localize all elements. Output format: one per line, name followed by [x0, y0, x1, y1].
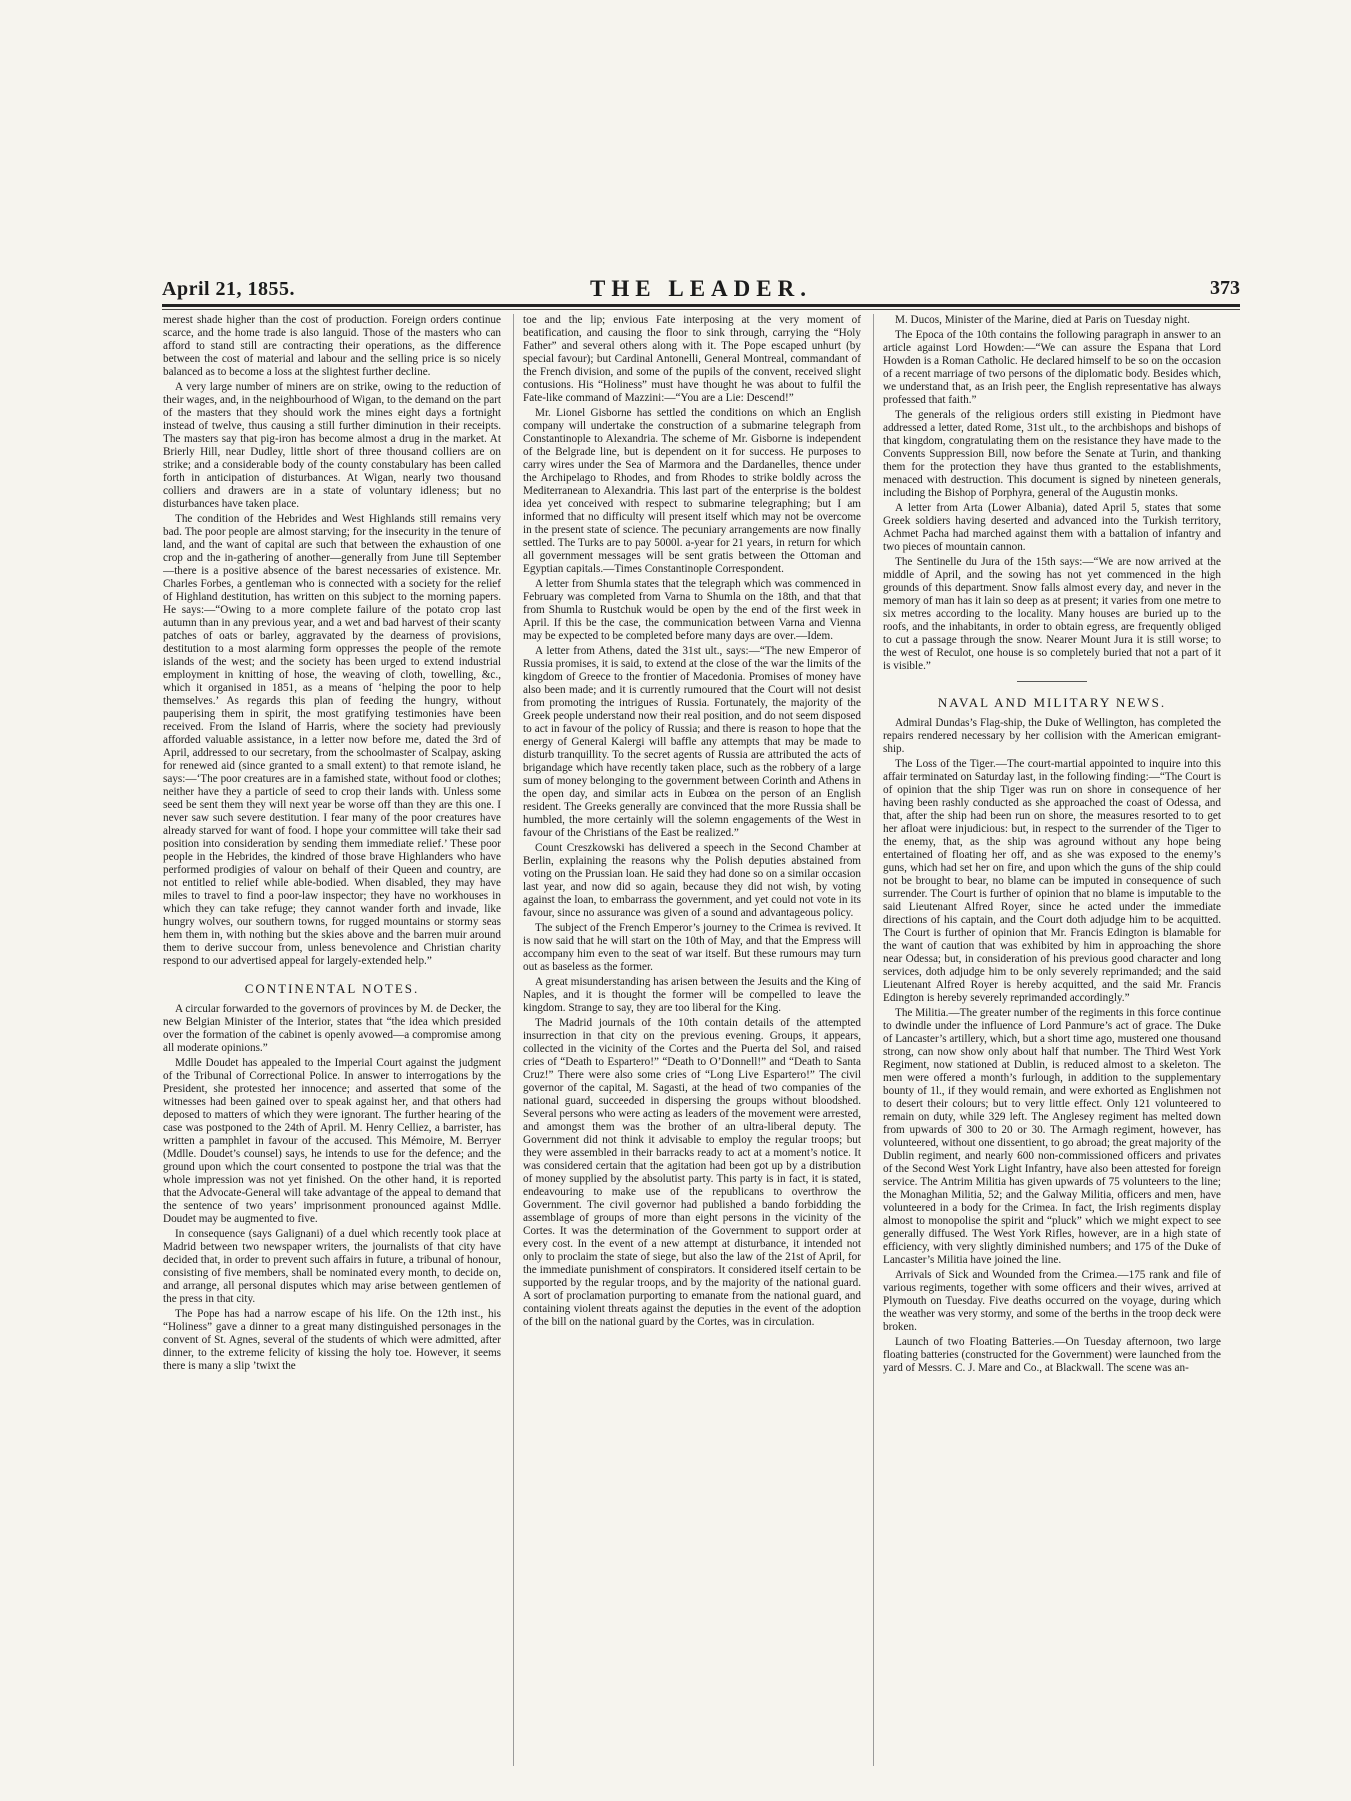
column-divider	[513, 314, 514, 1766]
article-paragraph: Arrivals of Sick and Wounded from the Crimea.—175 rank and file of various regiments, together with some officers and their wives, arrived at Plymouth on Tuesday. Five deaths occurred on the voyage, during which the weather was very stormy, and some of the berths in the troop deck were broken.	[883, 1269, 1221, 1333]
article-paragraph: In consequence (says Galignani) of a duel which recently took place at Madrid between two newspaper writers, the journalists of that city have decided that, in order to prevent such affairs in future, a tribunal of honour, consisting of five members, shall be nominated every month, to decide on, and arrange, all personal disputes which may arise between gentlemen of the press in that city.	[163, 1228, 501, 1305]
article-paragraph: Count Creszkowski has delivered a speech in the Second Chamber at Berlin, explaining the reasons why the Polish deputies abstained from voting on the Prussian loan. He said they had done so on a similar occasion last year, and now did so again, because they did not wish, by voting against the loan, to embarrass the government, and yet could not vote in its favour, since no assurance was given of a sound and advantageous policy.	[523, 842, 861, 919]
article-paragraph: The Pope has had a narrow escape of his life. On the 12th inst., his “Holiness” gave a dinner to a great many distinguished personages in the convent of St. Agnes, several of the students of which were admitted, after dinner, to the extreme felicity of kissing the holy toe. However, it seems there is many a slip ’twixt the	[163, 1308, 501, 1372]
article-paragraph: The Madrid journals of the 10th contain details of the attempted insurrection in that city on the previous evening. Groups, it appears, collected in the vicinity of the Cortes and the Puerta del Sol, and raised cries of “Death to Espartero!” “Death to O’Donnell!” and “Death to Santa Cruz!” There were also some cries of “Long Live Espartero!” The civil governor of the capital, M. Sagasti, at the head of two companies of the national guard, succeeded in dispersing the groups without bloodshed. Several persons who were acting as leaders of the movement were arrested, and amongst them was the brother of an ultra-liberal deputy. The Government did not think it advisable to employ the regular troops; but they were assembled in their barracks ready to act at a moment’s notice. It was considered certain that the agitation had been got up by a distribution of money supplied by the absolutist party. This party is in fact, it is stated, endeavouring to make use of the republicans to overthrow the Government. The civil governor had published a bando forbidding the assemblage of groups of more than eight persons in the vicinity of the Cortes. It was the determination of the Government to support order at every cost. In the event of a new attempt at disturbance, it intended not only to proclaim the state of siege, but also the law of the 21st of April, for the immediate punishment of conspirators. It considered itself certain to be supported by the regular troops, and by the majority of the national guard. A sort of proclamation purporting to emanate from the national guard, and containing violent threats against the deputies in the event of the adoption of the bill on the national guard by the Cortes, was in circulation.	[523, 1017, 861, 1328]
article-paragraph: Mr. Lionel Gisborne has settled the conditions on which an English company will undertake the construction of a submarine telegraph from Constantinople to Alexandria. The scheme of Mr. Gisborne is independent of the Belgrade line, but is dependent on it for success. He purposes to carry wires under the Sea of Marmora and the Dardanelles, thence under the Archipelago to Rhodes, and from Rhodes to strike boldly across the Mediterranean to Alexandria. This last part of the enterprise is the boldest idea yet conceived with respect to submarine telegraphing; but I am informed that no difficulty will present itself which may not be overcome in the present state of science. The pecuniary arrangements are now finally settled. The Turks are to pay 5000l. a-year for 21 years, in return for which all government messages will be sent gratis between the Ottoman and Egyptian capitals.—Times Constantinople Correspondent.	[523, 407, 861, 575]
article-paragraph: The subject of the French Emperor’s journey to the Crimea is revived. It is now said that he will start on the 10th of May, and that the Empress will accompany him even to the seat of war itself. But these rumours may turn out as baseless as the former.	[523, 922, 861, 973]
article-paragraph: Admiral Dundas’s Flag-ship, the Duke of Wellington, has completed the repairs rendered necessary by her collision with the American emigrant-ship.	[883, 717, 1221, 755]
article-paragraph: merest shade higher than the cost of production. Foreign orders continue scarce, and the home trade is also languid. Those of the masters who can afford to stand still are contracting their operations, as the difference between the cost of material and labour and the selling price is so nicely balanced as to become a loss at the slightest further decline.	[163, 314, 501, 378]
article-paragraph: M. Ducos, Minister of the Marine, died at Paris on Tuesday night.	[895, 314, 1190, 326]
article-paragraph: The Epoca of the 10th contains the following paragraph in answer to an article against Lord Howden:—“We can assure the Espana that Lord Howden is a Roman Catholic. He declared himself to be so on the occasion of a recent marriage of two persons of the diplomatic body. Besides which, we understand that, as an Irish peer, the English representative has always professed that faith.”	[883, 329, 1221, 406]
newspaper-title: THE LEADER.	[590, 276, 812, 301]
article-paragraph: The Loss of the Tiger.—The court-martial appointed to inquire into this affair terminated on Saturday last, in the following finding:—“The Court is of opinion that the ship Tiger was run on shore in consequence of her having been rashly conducted as she approached the coast of Odessa, and that, after the ship had been run on shore, the measures resorted to to get her afloat were injudicious: but, in respect to the surrender of the Tiger to the enemy, that, as the ship was aground without any hope being entertained of floating her off, and as she was exposed to the enemy’s guns, which had set her on fire, and upon which the guns of the ship could not be brought to bear, no blame can be imputed in consequence of such surrender. The Court is further of opinion that no blame is imputable to the said Lieutenant Alfred Royer, since he acted under the immediate directions of his captain, and the Court doth adjudge him to be acquitted. The Court is further of opinion that Mr. Francis Edington is blamable for the want of caution that was exhibited by him in approaching the shore near Odessa; but, in consideration of his previous good character and long services, doth adjudge him to be only severely reprimanded; and the said Lieutenant Alfred Royer is hereby acquitted, and the said Mr. Francis Edington is hereby severely reprimanded accordingly.”	[883, 758, 1221, 1004]
article-paragraph: A great misunderstanding has arisen between the Jesuits and the King of Naples, and it is thought the former will be compelled to leave the kingdom. Strange to say, they are too liberal for the King.	[523, 976, 861, 1014]
section-heading: CONTINENTAL NOTES.	[244, 981, 420, 996]
masthead-rule-thin	[162, 309, 1240, 310]
article-paragraph: The condition of the Hebrides and West Highlands still remains very bad. The poor people are almost starving; for the insecurity in the tenure of land, and the want of capital are such that between the exhaustion of one crop and the in-gathering of another—generally from June till September—there is a positive absence of the barest necessaries of existence. Mr. Charles Forbes, a gentleman who is connected with a society for the relief of Highland destitution, has written on this subject to the morning papers. He says:—“Owing to a more complete failure of the potato crop last autumn than in any previous year, and a wet and bad harvest of their scanty patches of oats or barley, aggravated by the dearness of provisions, destitution to a most alarming form oppresses the people of the remote islands of the west; and the society has been urged to extend industrial employment in knitting of hose, the weaving of cloth, towelling, &c., which it organised in 1851, as a means of ‘helping the poor to help themselves.’ As regards this plan of feeding the hungry, without pauperising them in spirit, the most gratifying testimonies have been received. From the Island of Harris, where the society had previously afforded valuable assistance, in a letter now before me, dated the 3rd of April, addressed to our secretary, from the schoolmaster of Scalpay, asking for renewed aid (since granted to a small extent) to that remote island, he says:—‘The poor creatures are in a famished state, without food or clothes; neither have they a particle of seed to crop their lands with. Unless some seed be sent them they will next year be worse off than they are this one. I never saw such severe destitution. I fear many of the poor creatures have already starved for want of food. I hope your committee will take their sad position into consideration by sending them immediate relief.’ These poor people in the Hebrides, the kindred of those brave Highlanders who have performed prodigies of valour on behalf of their Queen and country, are not entitled to relief while able-bodied. When disabled, they may have miles to travel to find a poor-law inspector; they have no workhouses in which they can take refuge; they cannot wander forth and invade, like hungry wolves, our southern towns, for rugged mountains or stormy seas hem them in, with nothing but the skies above and the barren muir around them to derive succour from, unless benevolence and Christian charity respond to our advertised appeal for largely-extended help.”	[163, 513, 501, 967]
issue-date: April 21, 1855.	[162, 278, 296, 300]
column-2	[523, 314, 861, 1766]
article-paragraph: toe and the lip; envious Fate interposing at the very moment of beatification, and causing the floor to sink through, carrying the “Holy Father” and several others along with it. The Pope escaped unhurt (by special favour); but Cardinal Antonelli, General Montreal, commandant of the French division, and some of the pupils of the convent, received slight contusions. His “Holiness” must have thought he was about to fulfil the Fate-like command of Mazzini:—“You are a Lie: Descend!”	[523, 314, 861, 404]
article-paragraph: Mdlle Doudet has appealed to the Imperial Court against the judgment of the Tribunal of Correctional Police. In answer to interrogations by the President, she protested her innocence; and asserted that some of the witnesses had been gained over to speak against her, and that others had deposed to matters of which they were ignorant. The further hearing of the case was postponed to the 24th of April. M. Henry Celliez, a barrister, has written a pamphlet in favour of the accused. This Mémoire, M. Berryer (Mdlle. Doudet’s counsel) says, he intends to use for the defence; and the ground upon which the court consented to postpone the trial was that the whole impression was not yet finished. On the other hand, it is reported that the Advocate-General will take advantage of the appeal to demand that the sentence of two years’ imprisonment pronounced against Mdlle. Doudet may be augmented to five.	[163, 1057, 501, 1225]
section-rule	[1017, 681, 1087, 682]
article-paragraph: The Militia.—The greater number of the regiments in this force continue to dwindle under the influence of Lord Panmure’s act of grace. The Duke of Lancaster’s artillery, which, but a short time ago, mustered one thousand strong, can now show only about half that number. The Third West York Regiment, now stationed at Dublin, is reduced almost to a skeleton. The men were offered a month’s furlough, in addition to the supplementary bounty of 1l., if they would remain, and were exhorted as Englishmen not to desert their colours; but to very little effect. Only 121 volunteered to remain on duty, while 329 left. The Anglesey regiment has melted down from upwards of 300 to 20 or 30. The Armagh regiment, however, has volunteered, without one dissentient, to go abroad; the great majority of the Dublin regiment, and nearly 600 non-commissioned officers and privates of the Second West York Light Infantry, have also been attested for foreign service. The Antrim Militia has given upwards of 75 volunteers to the line; the Monaghan Militia, 52; and the Galway Militia, officers and men, have volunteered in a body for the Crimea. In fact, the Irish regiments display almost to monopolise the spirit and “pluck” which we might expect to see generally diffused. The West York Rifles, however, are in a high state of efficiency, with very slightly diminished numbers; and 175 of the Duke of Lancaster’s Militia have joined the line.	[883, 1007, 1221, 1266]
article-paragraph: Launch of two Floating Batteries.—On Tuesday afternoon, two large floating batteries (constructed for the Government) were launched from the yard of Messrs. C. J. Mare and Co., at Blackwall. The scene was an-	[883, 1336, 1221, 1374]
page-number: 373	[1210, 277, 1240, 299]
masthead-rule	[162, 304, 1240, 307]
column-divider	[873, 314, 874, 1766]
column-3	[883, 314, 1221, 1766]
article-paragraph: A very large number of miners are on strike, owing to the reduction of their wages, and, in the neighbourhood of Wigan, to the demand on the part of the masters that they should work the mines eight days a fortnight instead of twelve, thus causing a still further diminution in their receipts. The masters say that pig-iron has become almost a drug in the market. At Brierly Hill, near Dudley, little short of three thousand colliers are on strike; and a considerable body of the county constabulary has been called forth in anticipation of disturbances. At Wigan, nearly two thousand colliers and drawers are in a state of voluntary idleness; but no disturbances have taken place.	[163, 381, 501, 510]
masthead	[162, 270, 1240, 304]
article-paragraph: A letter from Athens, dated the 31st ult., says:—“The new Emperor of Russia promises, it is said, to extend at the close of the war the limits of the kingdom of Greece to the frontier of Macedonia. Promises of money have also been made; and it is currently rumoured that the Court will not desist from promoting the intrigues of Russia. Fortunately, the majority of the Greek people understand now their real position, and do not seem disposed to act in favour of the policy of Russia; and there is reason to hope that the energy of General Kalergi will baffle any attempts that may be made to disturb tranquillity. To the secret agents of Russia are attributed the acts of brigandage which have recently taken place, such as the robbery of a large sum of money belonging to the government between Corinth and Athens in the open day, and similar acts in Eubœa on the person of an English resident. The Greeks generally are convinced that the more Russia shall be humbled, the more certainly will the solemn engagements of the West in favour of the Christians of the East be realized.”	[523, 645, 861, 839]
article-paragraph: A letter from Arta (Lower Albania), dated April 5, states that some Greek soldiers having deserted and advanced into the Turkish territory, Achmet Pacha had marched against them with a battalion of infantry and two pieces of mountain cannon.	[883, 502, 1221, 553]
article-paragraph: The Sentinelle du Jura of the 15th says:—“We are now arrived at the middle of April, and the sowing has not yet commenced in the high grounds of this department. Snow falls almost every day, and never in the memory of man has it lain so deep as at present; it varies from one metre to six metres according to the locality. Many houses are buried up to the roofs, and the inhabitants, in order to obtain egress, are frequently obliged to cut a passage through the snow. Nearer Mount Jura it is still worse; to the west of Reculot, one house is so completely buried that not a part of it is visible.”	[883, 556, 1221, 672]
article-paragraph: The generals of the religious orders still existing in Piedmont have addressed a letter, dated Rome, 31st ult., to the archbishops and bishops of that kingdom, congratulating them on the resistance they have made to the Convents Suppression Bill, now before the Senate at Turin, and thanking them for the protection they have thus granted to the establishments, menaced with destruction. This document is signed by nineteen generals, including the Bishop of Porphyra, general of the Augustin monks.	[883, 409, 1221, 499]
article-paragraph: A circular forwarded to the governors of provinces by M. de Decker, the new Belgian Minister of the Interior, states that “the idea which presided over the formation of the cabinet is openly avowed—a compromise among all moderate opinions.”	[163, 1003, 501, 1054]
article-paragraph: A letter from Shumla states that the telegraph which was commenced in February was completed from Varna to Shumla on the 18th, and that that from Shumla to Rustchuk would be open by the end of the first week in April. If this be the case, the communication between Varna and Vienna may be expected to be completed before many days are over.—Idem.	[523, 578, 861, 642]
column-1	[163, 314, 501, 1766]
section-heading: NAVAL AND MILITARY NEWS.	[937, 695, 1167, 710]
